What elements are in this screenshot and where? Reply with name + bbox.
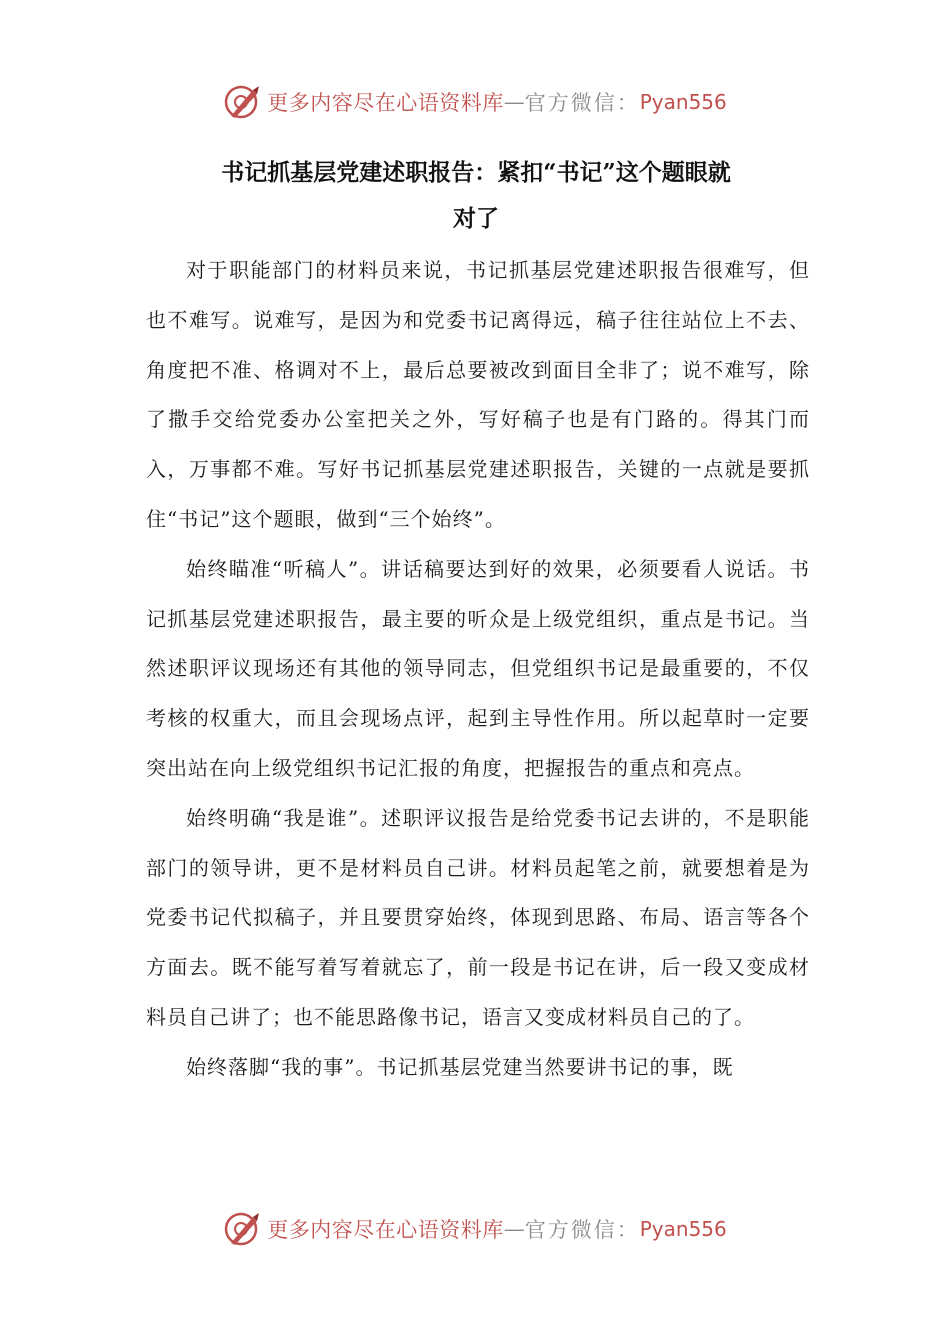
paragraph-listener: 始终瞄准“听稿人”。讲话稿要达到好的效果，必须要看人说话。书记抓基层党建述职报告，最主要的听众是上级党组织，重点是书记。当然述职评议现场还有其他的领导同志，但党组织书记是最重要的，不仅考核的权重大，而且会现场点评，起到主导性作用。所以起草时一定要突出站在向上级党组织书记汇报的角度，把握报告的重点和亮点。: [146, 556, 810, 780]
document-body: [146, 246, 810, 1093]
watermark-footer: [0, 1207, 950, 1251]
watermark-wechat-id: Pyan556: [639, 90, 727, 114]
paragraph-intro: 对于职能部门的材料员来说，书记抓基层党建述职报告很难写，但也不难写。说难写，是因为和党委书记离得远，稿子往往站位上不去、角度把不准、格调对不上，最后总要被改到面目全非了；说不难写，除了撒手交给党委办公室把关之外，写好稿子也是有门路的。得其门而入，万事都不难。写好书记抓基层党建述职报告，关键的一点就是要抓住“书记”这个题眼，做到“三个始终”。: [146, 258, 810, 531]
paragraph-identity: 始终明确“我是谁”。述职评议报告是给党委书记去讲的，不是职能部门的领导讲，更不是材料员自己讲。材料员起笔之前，就要想着是为党委书记代拟稿子，并且要贯穿始终，体现到思路、布局、语言等各个方面去。既不能写着写着就忘了，前一段是书记在讲，后一段又变成材料员自己讲了；也不能思路像书记，语言又变成材料员自己的了。: [146, 805, 810, 1029]
document-title-line-1: 书记抓基层党建述职报告：紧扣“书记”这个题眼就: [221, 159, 731, 186]
watermark-brand: 更多内容尽在心语资料库: [267, 91, 504, 115]
watermark-header: [0, 80, 950, 124]
watermark-wechat-id: Pyan556: [639, 1217, 727, 1241]
watermark-separator: —: [503, 1217, 525, 1241]
pen-logo-icon: [223, 82, 263, 122]
paragraph-my-work: 始终落脚“我的事”。书记抓基层党建当然要讲书记的事，既: [186, 1054, 734, 1079]
watermark-wechat-label: 官方微信：: [524, 1218, 640, 1242]
watermark-brand: 更多内容尽在心语资料库: [267, 1218, 504, 1242]
pen-logo-icon: [223, 1209, 263, 1249]
watermark-wechat-label: 官方微信：: [524, 91, 640, 115]
watermark-separator: —: [503, 90, 525, 114]
document-title-line-2: 对了: [453, 205, 499, 232]
